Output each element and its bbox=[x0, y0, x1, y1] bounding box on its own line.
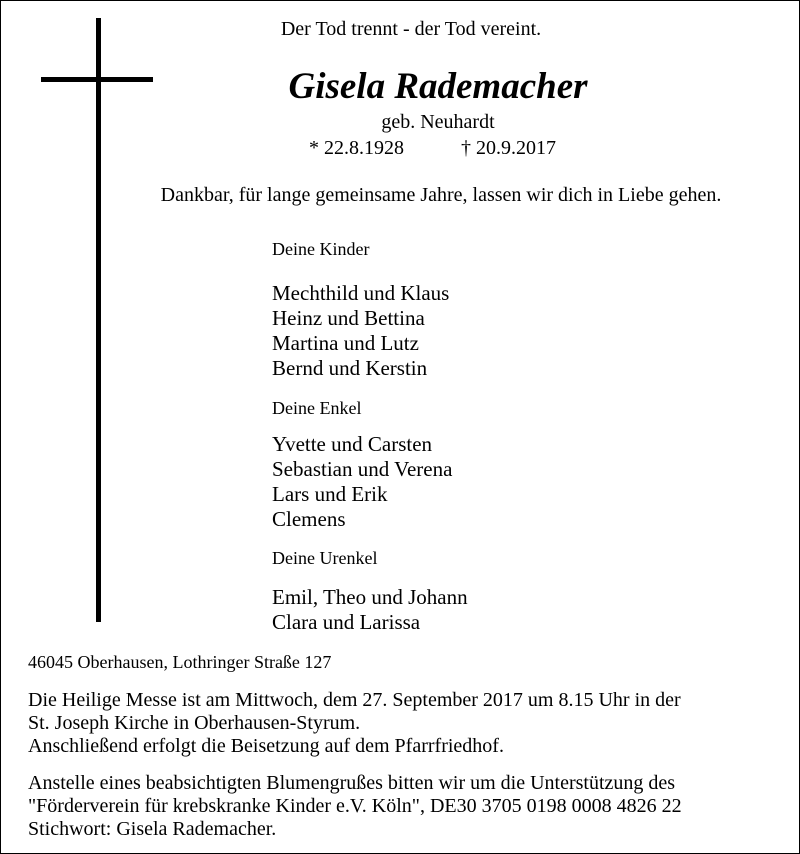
birth-name: geb. Neuhardt bbox=[381, 111, 495, 133]
great-grandchildren-heading: Deine Urenkel bbox=[272, 548, 378, 568]
great-grandchildren-list bbox=[272, 585, 468, 635]
list-item: Clemens bbox=[272, 507, 346, 531]
deceased-name: Gisela Rademacher bbox=[288, 66, 588, 107]
list-item: Yvette und Carsten bbox=[272, 432, 433, 456]
text-line: "Förderverein für krebskranke Kinder e.V. Köln", DE30 3705 0198 0008 4826 22 bbox=[28, 795, 682, 817]
donation-request bbox=[28, 772, 682, 841]
grandchildren-list bbox=[272, 432, 452, 532]
motto: Der Tod trennt - der Tod vereint. bbox=[280, 18, 542, 40]
text-line: Die Heilige Messe ist am Mittwoch, dem 27. September 2017 um 8.15 Uhr in der bbox=[28, 689, 681, 711]
grandchildren-heading: Deine Enkel bbox=[272, 398, 362, 418]
list-item: Martina und Lutz bbox=[272, 331, 419, 355]
list-item: Emil, Theo und Johann bbox=[272, 585, 468, 609]
text-line: Stichwort: Gisela Rademacher. bbox=[28, 818, 277, 840]
mass-information bbox=[28, 689, 681, 758]
death-date: † 20.9.2017 bbox=[461, 137, 556, 159]
birth-date: * 22.8.1928 bbox=[309, 137, 404, 159]
list-item: Heinz und Bettina bbox=[272, 306, 425, 330]
address: 46045 Oberhausen, Lothringer Straße 127 bbox=[28, 652, 332, 672]
list-item: Sebastian und Verena bbox=[272, 457, 453, 481]
list-item: Clara und Larissa bbox=[272, 610, 421, 634]
text-line: Anschließend erfolgt die Beisetzung auf dem Pfarrfriedhof. bbox=[28, 735, 504, 757]
list-item: Lars und Erik bbox=[272, 482, 388, 506]
list-item: Mechthild und Klaus bbox=[272, 281, 450, 305]
children-heading: Deine Kinder bbox=[272, 239, 370, 259]
text-line: Anstelle eines beabsichtigten Blumengrußes bitten wir um die Unterstützung des bbox=[28, 772, 676, 794]
list-item: Bernd und Kerstin bbox=[272, 356, 428, 380]
children-list bbox=[272, 281, 449, 381]
dedication-text: Dankbar, für lange gemeinsame Jahre, lassen wir dich in Liebe gehen. bbox=[160, 184, 722, 206]
text-line: St. Joseph Kirche in Oberhausen-Styrum. bbox=[28, 712, 361, 734]
